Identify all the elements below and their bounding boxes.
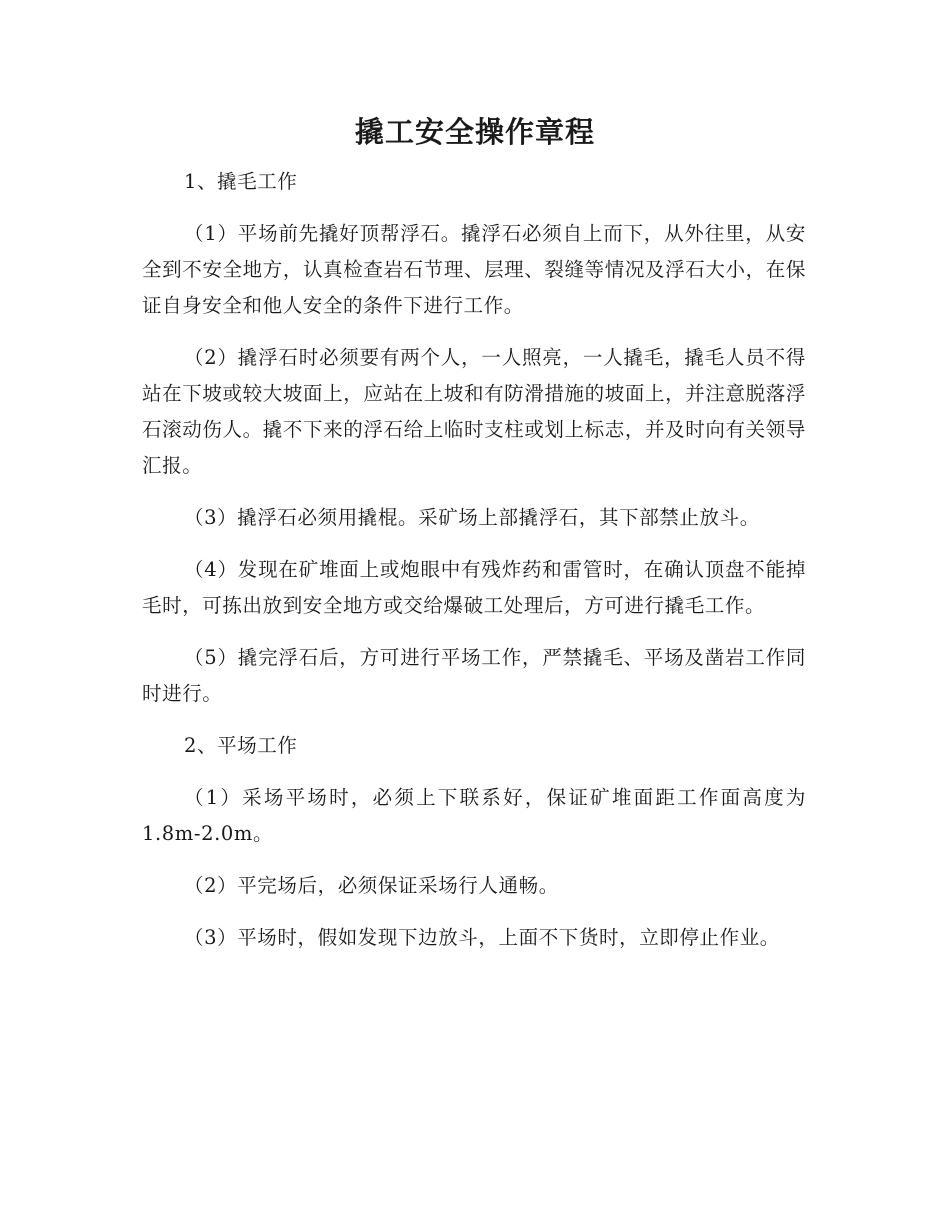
section-heading-2: 2、平场工作 bbox=[184, 734, 298, 757]
paragraph-1-4: （4）发现在矿堆面上或炮眼中有残炸药和雷管时，在确认顶盘不能掉毛时，可拣出放到安全地方或交给爆破工处理后，方可进行撬毛工作。 bbox=[142, 558, 806, 617]
paragraph-2-1: （1）采场平场时，必须上下联系好，保证矿堆面距工作面高度为1.8m-2.0m。 bbox=[142, 786, 806, 845]
paragraph-1-5: （5）撬完浮石后，方可进行平场工作，严禁撬毛、平场及凿岩工作同时进行。 bbox=[142, 646, 806, 705]
paragraph-1-2: （2）撬浮石时必须要有两个人，一人照亮，一人撬毛，撬毛人员不得站在下坡或较大坡面上，应站在上坡和有防滑措施的坡面上，并注意脱落浮石滚动伤人。撬不下来的浮石给上临时支柱或划上标志，并及时向有关领导汇报。 bbox=[142, 346, 806, 477]
document-body bbox=[142, 164, 806, 972]
paragraph-1-1: （1）平场前先撬好顶帮浮石。撬浮石必须自上而下，从外往里，从安全到不安全地方，认真检查岩石节理、层理、裂缝等情况及浮石大小，在保证自身安全和他人安全的条件下进行工作。 bbox=[142, 222, 806, 317]
section-heading-1: 1、撬毛工作 bbox=[184, 170, 298, 193]
document-title: 撬工安全操作章程 bbox=[354, 115, 595, 149]
paragraph-1-3: （3）撬浮石必须用撬棍。采矿场上部撬浮石，其下部禁止放斗。 bbox=[184, 506, 760, 529]
paragraph-2-3: （3）平场时，假如发现下边放斗，上面不下货时，立即停止作业。 bbox=[184, 926, 780, 949]
paragraph-2-2: （2）平完场后，必须保证采场行人通畅。 bbox=[184, 874, 559, 897]
